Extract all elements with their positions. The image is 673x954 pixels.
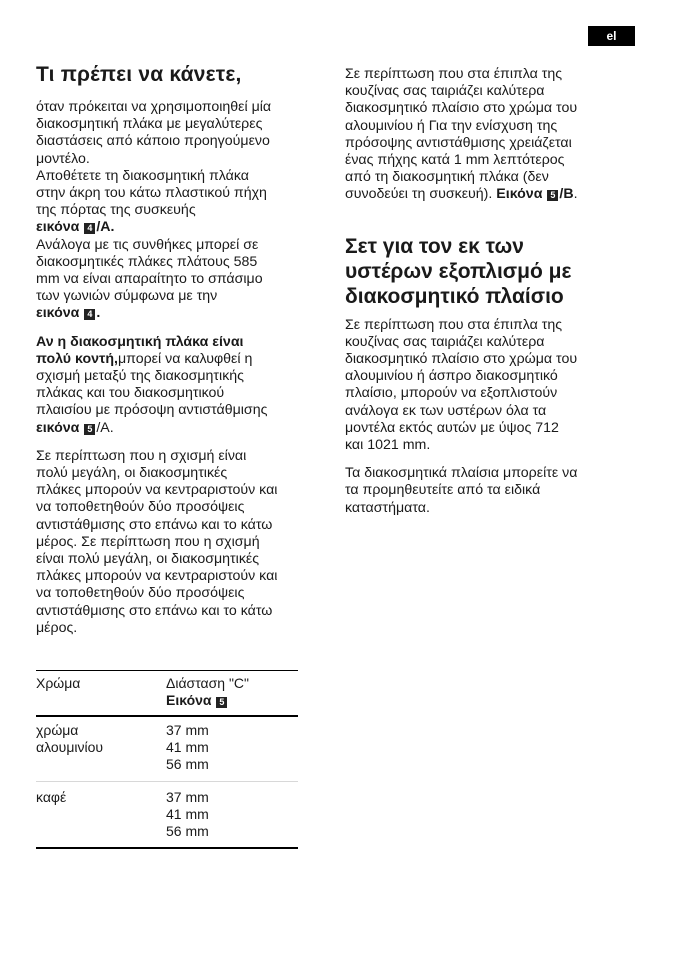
- text-line: στην άκρη του κάτω πλαστικού πήχη: [36, 185, 267, 202]
- text-line: καταστήματα.: [345, 499, 430, 516]
- text-line: Σε περίπτωση που στα έπιπλα της: [345, 66, 563, 82]
- paragraph-retrofit: [345, 317, 635, 455]
- column-header-dimension: Διάσταση "C" Εικόνα 5: [166, 675, 249, 708]
- text-line: Ανάλογα με τις συνθήκες μπορεί σε: [36, 236, 259, 253]
- table-cell-dimensions: 37 mm 41 mm 56 mm: [166, 782, 298, 849]
- text-line: μπορεί να καλυφθεί η: [117, 350, 253, 367]
- text-line: μέρος. Σε περίπτωση που η σχισμή: [36, 533, 260, 550]
- text-line: Αποθέτετε τη διακοσμητική πλάκα: [36, 167, 249, 184]
- paragraph-availability: [345, 465, 635, 517]
- text-line: Σε περίπτωση που στα έπιπλα της: [345, 316, 563, 333]
- figure-number-box: 4: [84, 309, 95, 320]
- figure-number-box: 5: [547, 190, 558, 201]
- paragraph-corners: [36, 237, 328, 323]
- text-line: μοντέλα εκτός αυτών με ύψος 712: [345, 419, 559, 436]
- dimensions-table: [36, 670, 298, 849]
- paragraph-too-short: [36, 334, 328, 437]
- text-line: διαστάσεις από κάποιο προηγούμενο: [36, 133, 270, 150]
- text-line: διακοσμητικές πλάκες πλάτους 585: [36, 253, 258, 270]
- section-title-what-to-do: Τι πρέπει να κάνετε,: [36, 63, 242, 86]
- text-line: ένας πήχης κατά 1 mm λεπτότερος: [345, 152, 565, 169]
- bold-text: Αν η διακοσμητική πλάκα είναι: [36, 333, 244, 350]
- text-line: διακοσμητικό πλαίσιο στο χρώμα του: [345, 100, 578, 117]
- text-line: αλουμινίου ή Για την ενίσχυση της: [345, 117, 558, 134]
- text-line: αντιστάθμισης στο επάνω και το κάτω: [36, 602, 273, 619]
- figure-number-box: 5: [84, 424, 95, 435]
- table-cell-color: καφέ: [36, 782, 166, 849]
- figure-reference: εικόνα 4 /A.: [36, 219, 115, 236]
- figure-number-box: 4: [84, 223, 95, 234]
- text-line: είναι πολύ μεγάλη, οι διακοσμητικές: [36, 551, 260, 568]
- right-column: [345, 66, 635, 517]
- text-line: πλάκας και του διακοσμητικού: [36, 385, 225, 402]
- text-line: διακοσμητικό πλαίσιο στο χρώμα του: [345, 351, 578, 368]
- text-line: Σε περίπτωση που η σχισμή είναι: [36, 447, 247, 464]
- text-line: Τα διακοσμητικά πλαίσια μπορείτε να: [345, 465, 578, 482]
- figure-number-box: 5: [216, 697, 227, 708]
- bold-text: πολύ κοντή,: [36, 350, 118, 367]
- paragraph-place-panel: [36, 168, 328, 237]
- table-cell-dimensions: 37 mm 41 mm 56 mm: [166, 716, 298, 782]
- paragraph-intro: [36, 99, 328, 168]
- paragraph-gap-too-large: [36, 448, 328, 637]
- text-line: της πόρτας της συσκευής: [36, 202, 196, 219]
- figure-reference: Εικόνα 5 /B: [496, 186, 574, 203]
- text-line: των γωνιών σύμφωνα με την: [36, 288, 218, 305]
- text-line: πλάκες μπορούν να κεντραριστούν και: [36, 482, 278, 499]
- paragraph-aluminium-frame: Σε περίπτωση που στα έπιπλα της κουζίνας σας ταιριάζει καλύτερα διακοσμητικό πλαίσιο στο χρώμα του αλουμινίου ή Για την ενίσχυση της πρόσοψης αντιστάθμισης χρειάζεται ένας πήχης κατά 1 mm λεπτότερος από τη διακοσμητική πλάκα (δεν συνοδεύει τη συσκευή). Εικόνα 5 /B.: [345, 66, 578, 203]
- table-row: [36, 782, 298, 849]
- text-line: σχισμή μεταξύ της διακοσμητικής: [36, 368, 245, 385]
- text-line: πρόσοψης αντιστάθμισης χρειάζεται: [345, 134, 572, 151]
- text-line: αντιστάθμισης στο επάνω και το κάτω: [36, 516, 273, 533]
- column-header-color: Χρώμα: [36, 675, 81, 691]
- text-line: όταν πρόκειται να χρησιμοποιηθεί μία: [36, 99, 272, 115]
- left-column: [36, 62, 328, 637]
- text-line: να τοποθετηθούν δύο προσόψεις: [36, 499, 245, 516]
- text-line: ανάλογα εκ των υστέρων όλα τα: [345, 402, 547, 419]
- section-title-retrofit-kit: Σετ για τον εκ των υστέρων εξοπλισμό με διακοσμητικό πλαίσιο: [345, 234, 572, 308]
- text-line: πλαίσιο, μπορούν να εξοπλιστούν: [345, 385, 558, 402]
- text-line: διακοσμητική πλάκα με μεγαλύτερες: [36, 116, 263, 133]
- figure-reference: εικόνα 5 /A.: [36, 419, 114, 436]
- text-line: πολύ μεγάλη, οι διακοσμητικές: [36, 465, 228, 482]
- text-line: μέρος.: [36, 619, 78, 636]
- text-line: συνοδεύει τη συσκευή).: [345, 186, 493, 203]
- table-cell-color: χρώμα αλουμινίου: [36, 716, 166, 782]
- text-line: πλαισίου με πρόσοψη αντιστάθμισης: [36, 402, 268, 419]
- text-line: κουζίνας σας ταιριάζει καλύτερα: [345, 83, 545, 100]
- table-header-row: [36, 671, 298, 717]
- text-line: τα προμηθευτείτε από τα ειδικά: [345, 482, 541, 499]
- language-badge: el: [588, 26, 635, 46]
- table-row: [36, 716, 298, 782]
- text-line: mm να είναι απαραίτητο το σπάσιμο: [36, 271, 263, 288]
- text-line: κουζίνας σας ταιριάζει καλύτερα: [345, 333, 545, 350]
- text-line: αλουμινίου ή άσπρο διακοσμητικό: [345, 368, 558, 385]
- figure-reference: εικόνα 4 .: [36, 305, 101, 322]
- text-line: πλάκες μπορούν να κεντραριστούν και: [36, 568, 278, 585]
- text-line: και 1021 mm.: [345, 437, 431, 454]
- text-line: από τη διακοσμητική πλάκα (δεν: [345, 169, 549, 186]
- text-line: μοντέλο.: [36, 150, 90, 167]
- text-line: να τοποθετηθούν δύο προσόψεις: [36, 585, 245, 602]
- figure-reference: Εικόνα 5: [166, 692, 228, 708]
